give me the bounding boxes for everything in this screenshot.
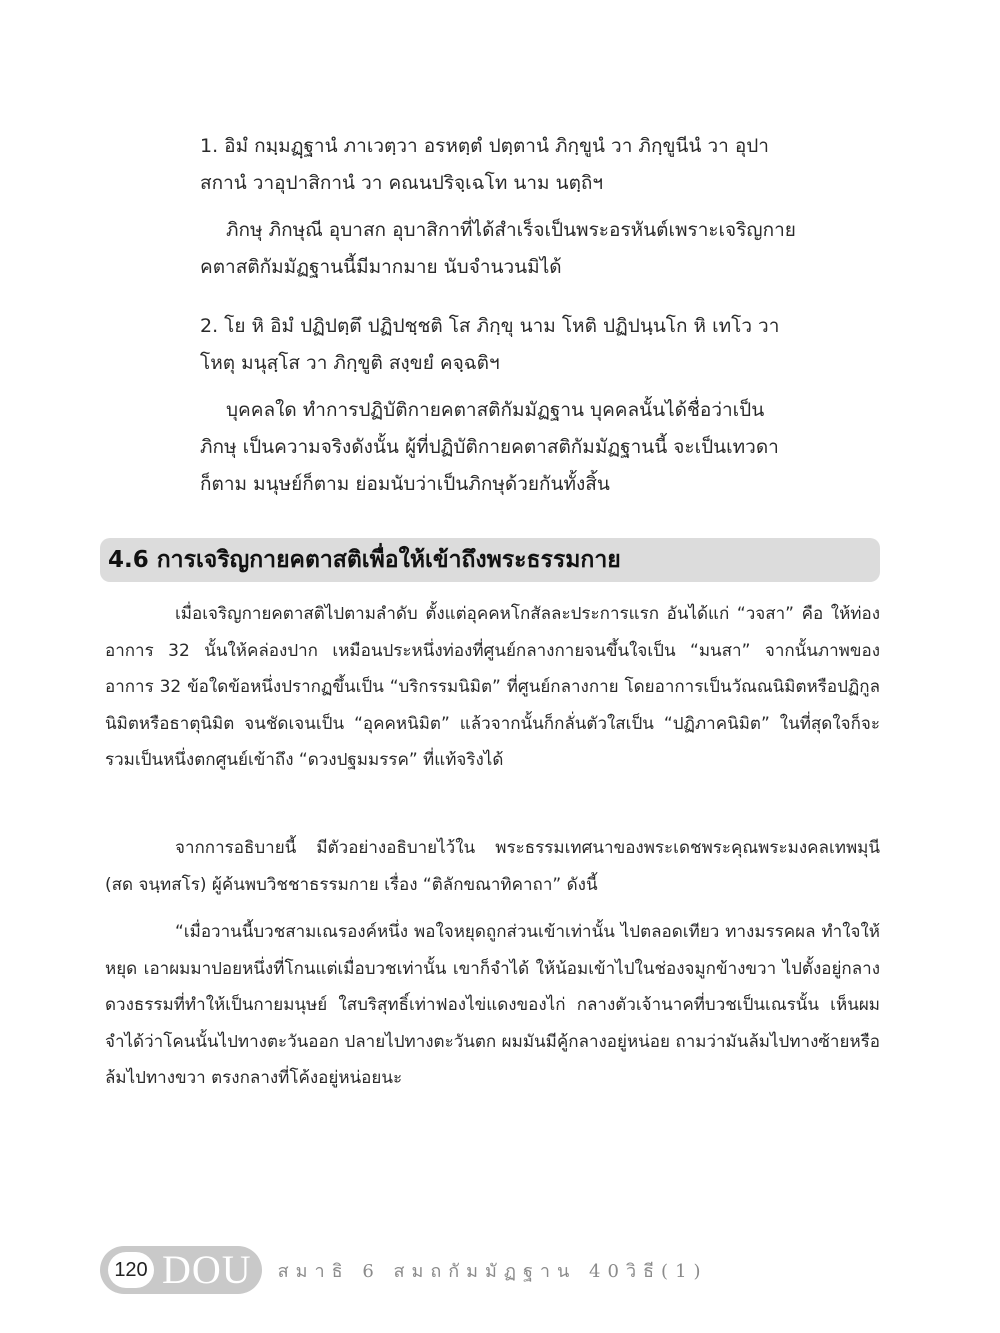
body-paragraph-1: เมื่อเจริญกายคตาสติไปตามลำดับ ตั้งแต่อุคคหโกสัลละประการแรก อันได้แก่ “วจสา” คือ ให้ท่องอาการ 32 นั้นให้คล่องปาก เหมือนประหนึ่งท่องที่ศูนย์กลางกายจนขึ้นใจเป็น “มนสา” จากนั้นภาพของอาการ 32 ข้อใดข้อหนึ่งปรากฏขึ้นเป็น “บริกรรมนิมิต” ที่ศูนย์กลางกาย โดยอาการเป็นวัณณนิมิตหรือปฏิกูลนิมิตหรือธาตุนิมิต จนชัดเจนเป็น “อุคคหนิมิต” แล้วจากนั้นก็กลั่นตัวใสเป็น “ปฏิภาคนิมิต” ในที่สุดใจก็จะรวมเป็นหนึ่งตกศูนย์เข้าถึง “ดวงปฐมมรรค” ที่แท้จริงได้ <box>105 604 880 770</box>
section-body-1 <box>105 596 880 779</box>
pali-quote-2 <box>200 308 800 382</box>
pali-quote-1 <box>200 128 800 202</box>
pali-verse-2: 2. โย หิ อิมํ ปฏิปตฺตึ ปฏิปชฺชติ โส ภิกฺขุ นาม โหติ ปฏิปนฺนโก หิ เทโว วา โหตุ มนุสฺโส วา ภิกฺขูติ สงฺขยํ คจฺฉติฯ <box>200 315 780 374</box>
thai-translation-2 <box>200 392 800 503</box>
running-book-title: สมาธิ 6 สมถกัมมัฏฐาน 40วิธี(1) <box>277 1260 708 1282</box>
page-number: 120 <box>108 1252 154 1288</box>
brand-logo-text: DOU <box>162 1247 252 1292</box>
translation-text-2: บุคคลใด ทำการปฏิบัติกายคตาสติกัมมัฏฐาน บุคคลนั้นได้ชื่อว่าเป็นภิกษุ เป็นความจริงดังนั้น ผู้ที่ปฏิบัติกายคตาสติกัมมัฏฐานนี้ จะเป็นเทวดาก็ตาม มนุษย์ก็ตาม ย่อมนับว่าเป็นภิกษุด้วยกันทั้งสิ้น <box>200 399 779 495</box>
thai-translation-1 <box>200 212 800 286</box>
body-paragraph-2: จากการอธิบายนี้ มีตัวอย่างอธิบายไว้ใน พระธรรมเทศนาของพระเดชพระคุณพระมงคลเทพมุนี (สด จนฺทสโร) ผู้ค้นพบวิชชาธรรมกาย เรื่อง “ติลักขณาทิคาถา” ดังนี้ <box>105 838 880 895</box>
pali-verse-1: 1. อิมํ กมฺมฏฺฐานํ ภาเวตฺวา อรหตฺตํ ปตฺตานํ ภิกฺขูนํ วา ภิกฺขูนีนํ วา อุปาสกานํ วาอุปาสิกานํ วา คณนปริจฺเฉโท นาม นตฺถิฯ <box>200 135 769 194</box>
section-body-2 <box>105 830 880 903</box>
section-heading-bar <box>100 538 880 582</box>
translation-text-1: ภิกษุ ภิกษุณี อุบาสก อุบาสิกาที่ได้สำเร็จเป็นพระอรหันต์เพราะเจริญกายคตาสติกัมมัฏฐานนี้มีมากมาย นับจำนวนมิได้ <box>200 219 796 278</box>
body-paragraph-3: “เมื่อวานนี้บวชสามเณรองค์หนึ่ง พอใจหยุดถูกส่วนเข้าเท่านั้น ไปตลอดเทียว ทางมรรคผล ทำใจให้หยุด เอาผมมาปอยหนึ่งที่โกนแต่เมื่อบวชเท่านั้น เขาก็จำได้ ให้น้อมเข้าไปในช่องจมูกข้างขวา ไปตั้งอยู่กลางดวงธรรมที่ทำให้เป็นกายมนุษย์ ใสบริสุทธิ์เท่าฟองไข่แดงของไก่ กลางตัวเจ้านาคที่บวชเป็นเณรนั้น เห็นผมจำได้ว่าโคนนั้นไปทางตะวันออก ปลายไปทางตะวันตก ผมมันมีคู้กลางอยู่หน่อย ถามว่ามันล้มไปทางซ้ายหรือล้มไปทางขวา ตรงกลางที่โค้งอยู่หน่อยนะ <box>105 922 880 1088</box>
page-footer <box>100 1245 708 1295</box>
section-heading: 4.6 การเจริญกายคตาสติเพื่อให้เข้าถึงพระธรรมกาย <box>108 547 621 573</box>
footer-badge <box>100 1246 262 1294</box>
section-body-3 <box>105 914 880 1097</box>
